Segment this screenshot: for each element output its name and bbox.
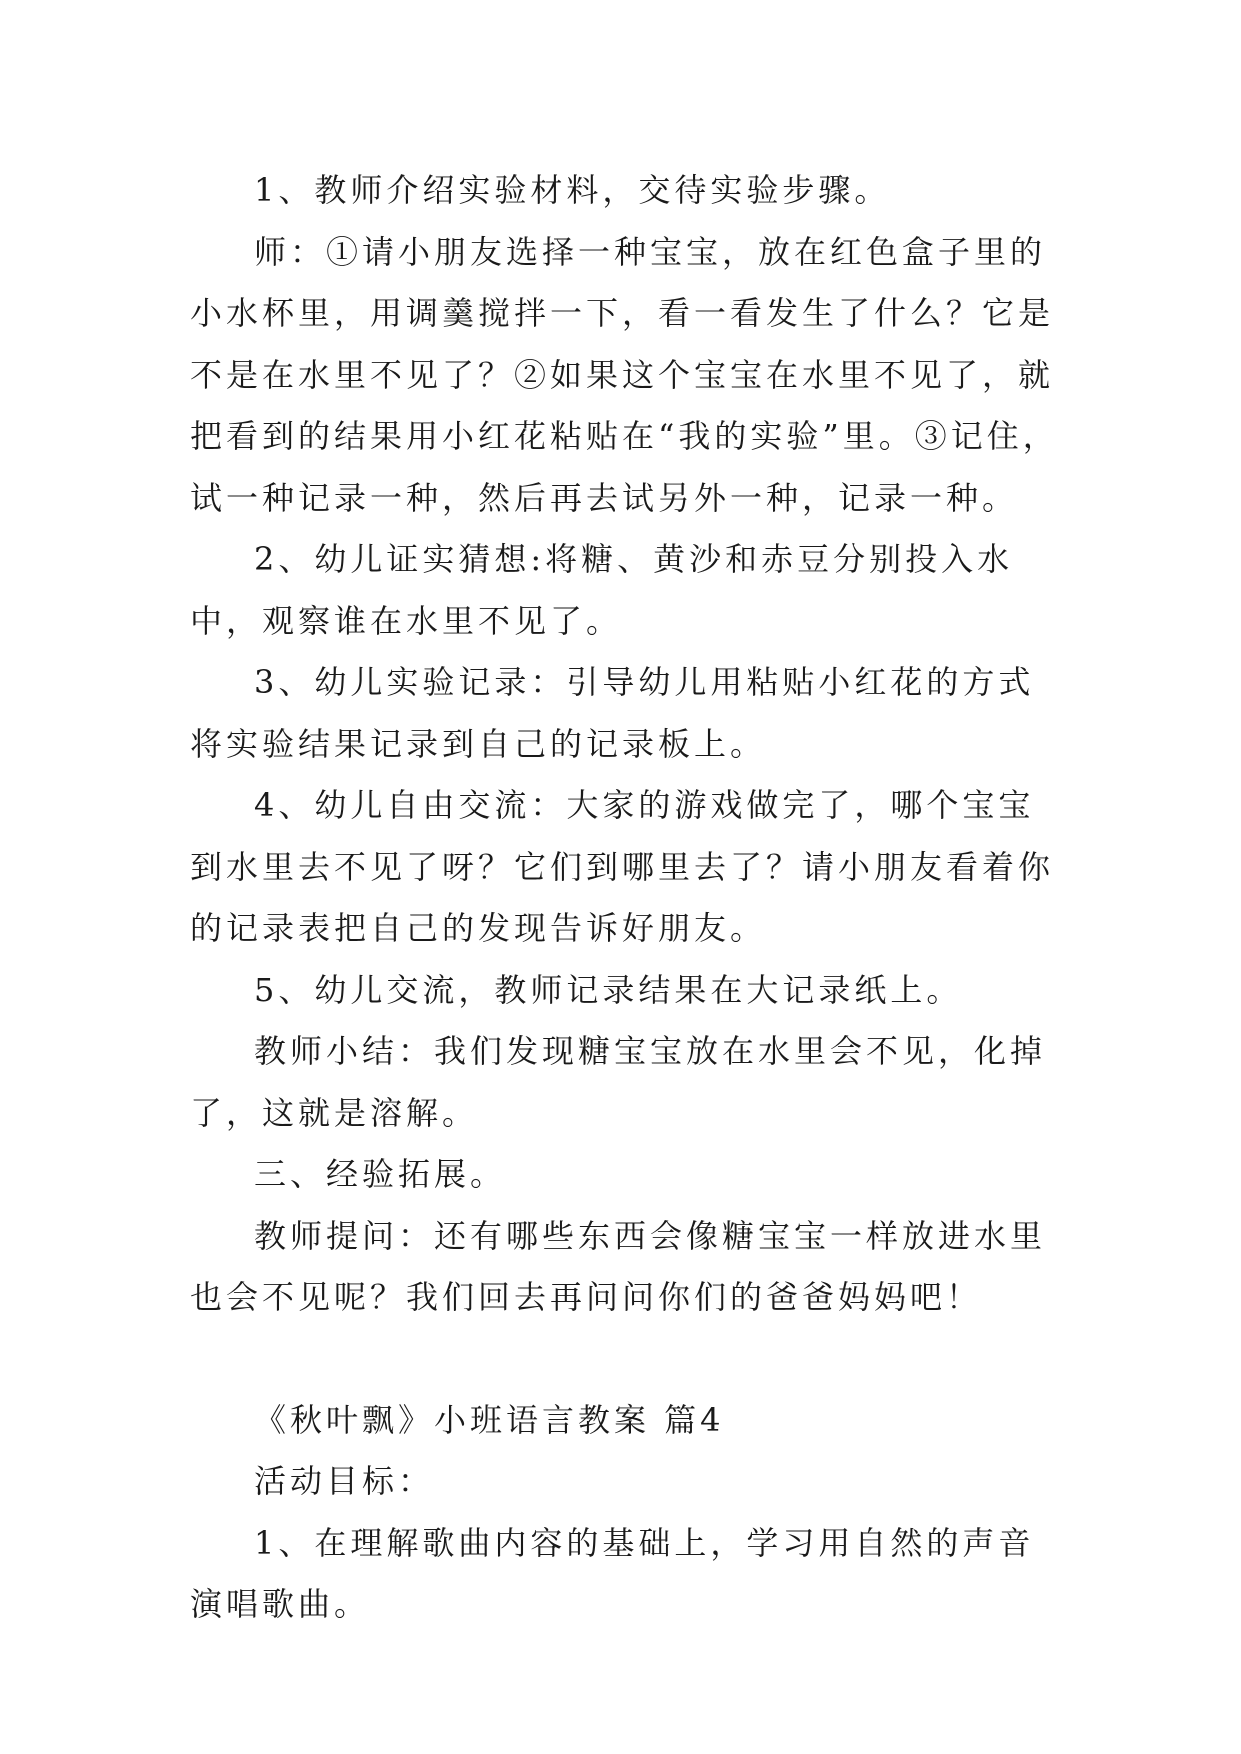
paragraph-step-3: 3、幼儿实验记录：引导幼儿用粘贴小红花的方式将实验结果记录到自己的记录板上。 xyxy=(190,663,1035,763)
paragraph-step-1: 1、教师介绍实验材料，交待实验步骤。 xyxy=(254,171,891,209)
paragraph-step-2: 2、幼儿证实猜想:将糖、黄沙和赤豆分别投入水中，观察谁在水里不见了。 xyxy=(190,540,1014,640)
section-spacer xyxy=(190,1329,1060,1390)
section-heading: 《秋叶飘》小班语言教案 篇4 xyxy=(254,1400,725,1439)
paragraph-teacher-instructions: 师：①请小朋友选择一种宝宝，放在红色盒子里的小水杯里，用调羹搅拌一下，看一看发生了什么？它是不是在水里不见了？②如果这个宝宝在水里不见了，就把看到的结果用小红花粘贴在“我的实验”里。③记住，试一种记录一种，然后再去试另外一种，记录一种。 xyxy=(190,232,1059,517)
paragraph-teacher-question: 教师提问：还有哪些东西会像糖宝宝一样放进水里也会不见呢？我们回去再问问你们的爸爸妈妈吧！ xyxy=(190,1216,1047,1316)
paragraph-step-4: 4、幼儿自由交流：大家的游戏做完了，哪个宝宝到水里去不见了呀？它们到哪里去了？请小朋友看着你的记录表把自己的发现告诉好朋友。 xyxy=(190,786,1055,947)
paragraph-section-three: 三、经验拓展。 xyxy=(254,1155,507,1193)
paragraph-step-5: 5、幼儿交流，教师记录结果在大记录纸上。 xyxy=(254,970,963,1009)
document-body xyxy=(190,160,1060,1636)
paragraph-teacher-summary: 教师小结：我们发现糖宝宝放在水里会不见，化掉了，这就是溶解。 xyxy=(190,1032,1047,1132)
paragraph-goal-1: 1、在理解歌曲内容的基础上，学习用自然的声音演唱歌曲。 xyxy=(190,1523,1035,1623)
paragraph-activity-goals: 活动目标： xyxy=(254,1462,435,1500)
